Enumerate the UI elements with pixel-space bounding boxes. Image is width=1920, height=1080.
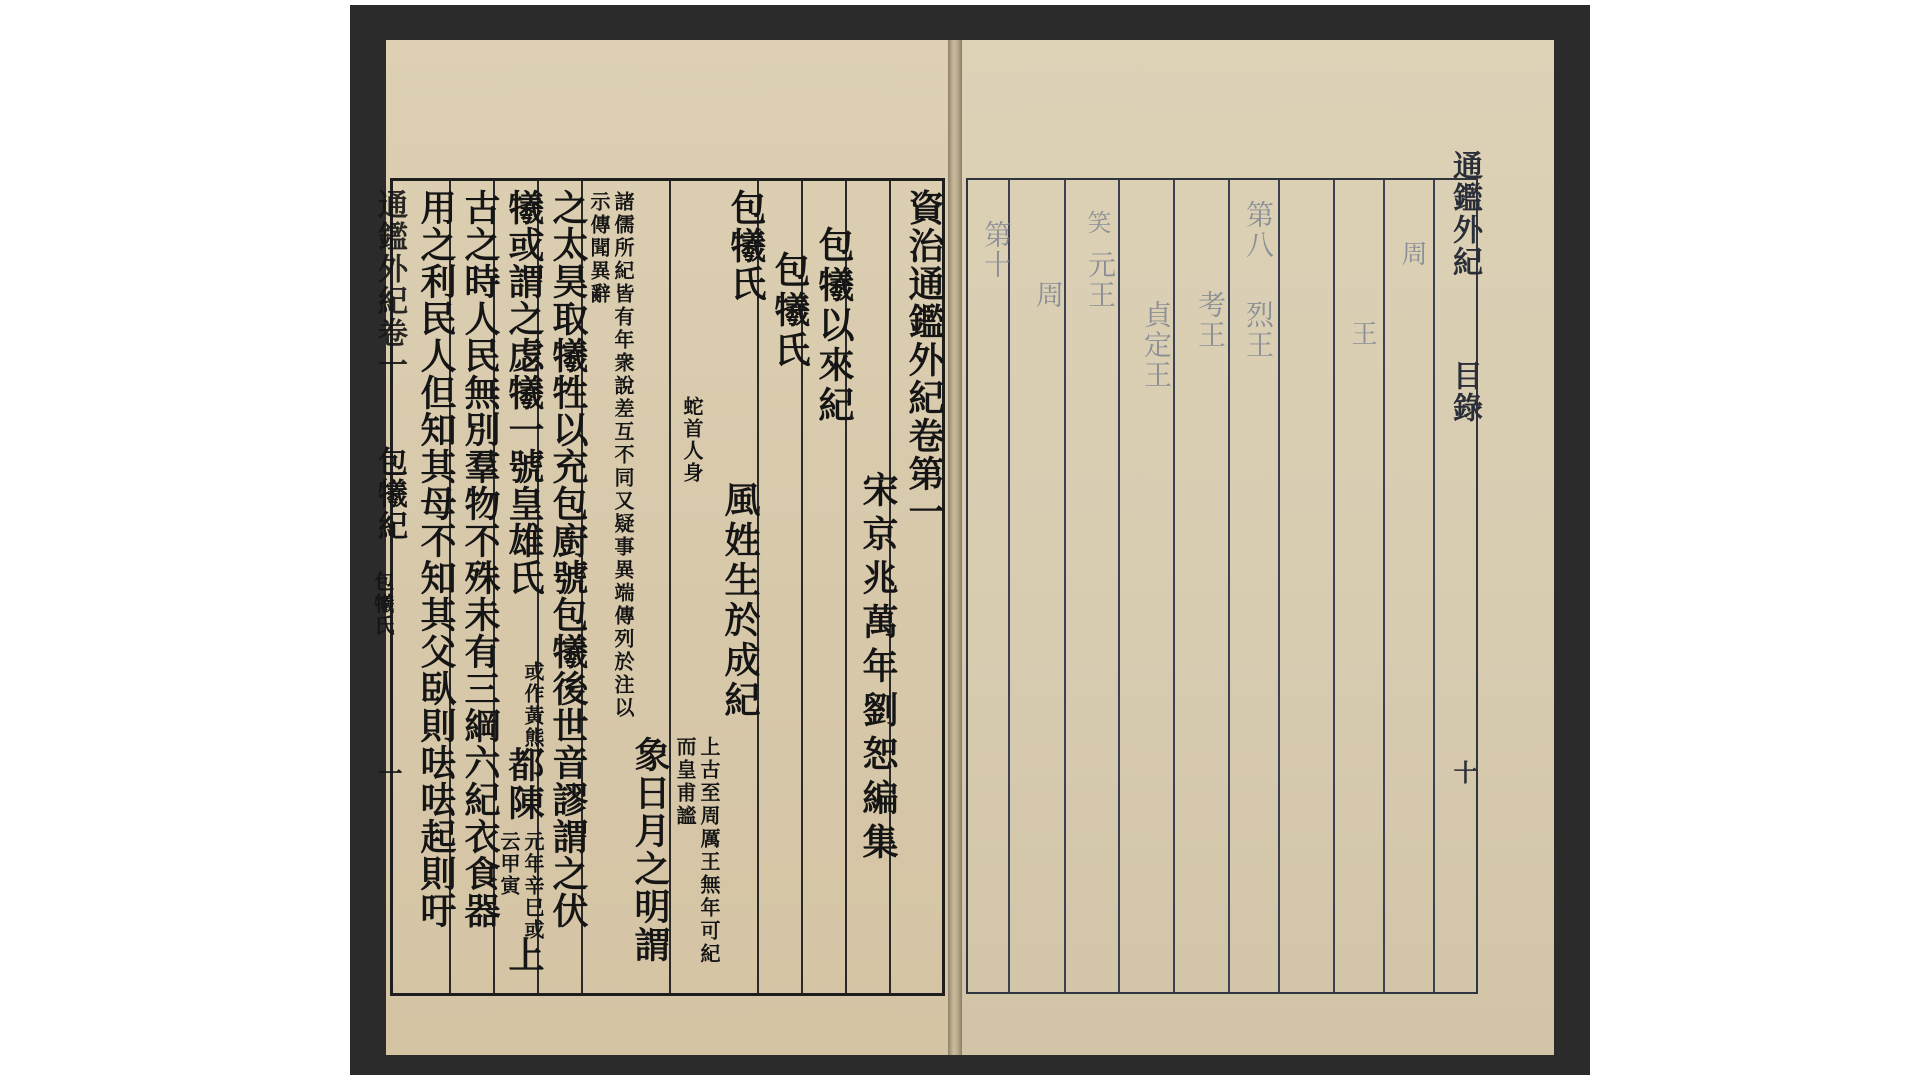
main-text: 上 — [503, 936, 545, 974]
ghost-text: 第八 — [1242, 200, 1275, 260]
ghost-text: 貞定王 — [1140, 300, 1173, 390]
page-margin-title: 通鑑外紀 — [1447, 150, 1482, 278]
page-number: 十 — [1449, 760, 1478, 786]
ghost-text: 考王 — [1194, 290, 1227, 350]
page-number: 一 — [374, 761, 403, 787]
main-text: 犧或謂之虙犧一號皇雄氏 — [503, 189, 545, 596]
ghost-text: 元王 — [1084, 250, 1117, 310]
ghost-text: 王 — [1347, 320, 1377, 348]
scanned-book-spread — [350, 5, 1590, 1075]
right-page — [962, 40, 1554, 1055]
column-rule — [1278, 180, 1280, 992]
main-text: 都陳 — [503, 746, 545, 822]
right-page-frame — [966, 150, 1482, 994]
ghost-text: 周 — [1397, 240, 1427, 268]
main-text: 古之時人民無別羣物不殊未有三綱六紀衣食器 — [459, 189, 501, 929]
ghost-text: 周 — [1032, 280, 1065, 310]
author-line: 宋京兆萬年劉恕編集 — [857, 471, 899, 867]
column-rule — [1008, 180, 1010, 992]
page-margin-subtitle: 目錄 — [1447, 360, 1482, 424]
ghost-text: 烈王 — [1242, 300, 1275, 360]
main-text: 象日月之明謂 — [629, 736, 671, 964]
annotation-text: 或作黃熊 — [521, 661, 545, 749]
column-rule — [1333, 180, 1335, 992]
section-title: 包犧以來紀 — [813, 226, 855, 426]
main-text: 之太昊取犧牲以充包廚號包犧後世音謬謂之伏 — [547, 189, 589, 929]
book-title: 資治通鑑外紀卷第一 — [903, 189, 945, 531]
column-rule — [1383, 180, 1385, 992]
annotation-text: 元年辛巳或云甲寅 — [497, 831, 545, 941]
main-text: 包犧氏 — [725, 189, 767, 303]
left-page — [371, 40, 948, 1055]
ghost-text: 第十 — [980, 220, 1013, 280]
page-margin-subtitle: 包犧紀 — [372, 446, 407, 542]
page-margin-title: 通鑑外紀卷一 — [372, 189, 407, 381]
ghost-text: 笑 — [1083, 210, 1111, 236]
annotation-text: 蛇首人身 — [680, 396, 704, 484]
annotation-text: 上古至周厲王無年可紀而皇甫謐 — [673, 736, 721, 966]
main-text: 用之利民人但知其母不知其父臥則呿呿起則吁 — [415, 189, 457, 929]
left-page-frame — [371, 178, 945, 996]
subtitle: 包犧氏 — [769, 251, 811, 371]
page-margin-small: 包犧氏 — [371, 571, 395, 637]
book-spine — [948, 40, 962, 1055]
column-rule — [1433, 180, 1435, 992]
annotation-text: 諸儒所紀皆有年衆說差互不同又疑事異端傳列於注以示傳聞異辭 — [587, 191, 635, 720]
main-text: 風姓生於成紀 — [719, 481, 761, 721]
